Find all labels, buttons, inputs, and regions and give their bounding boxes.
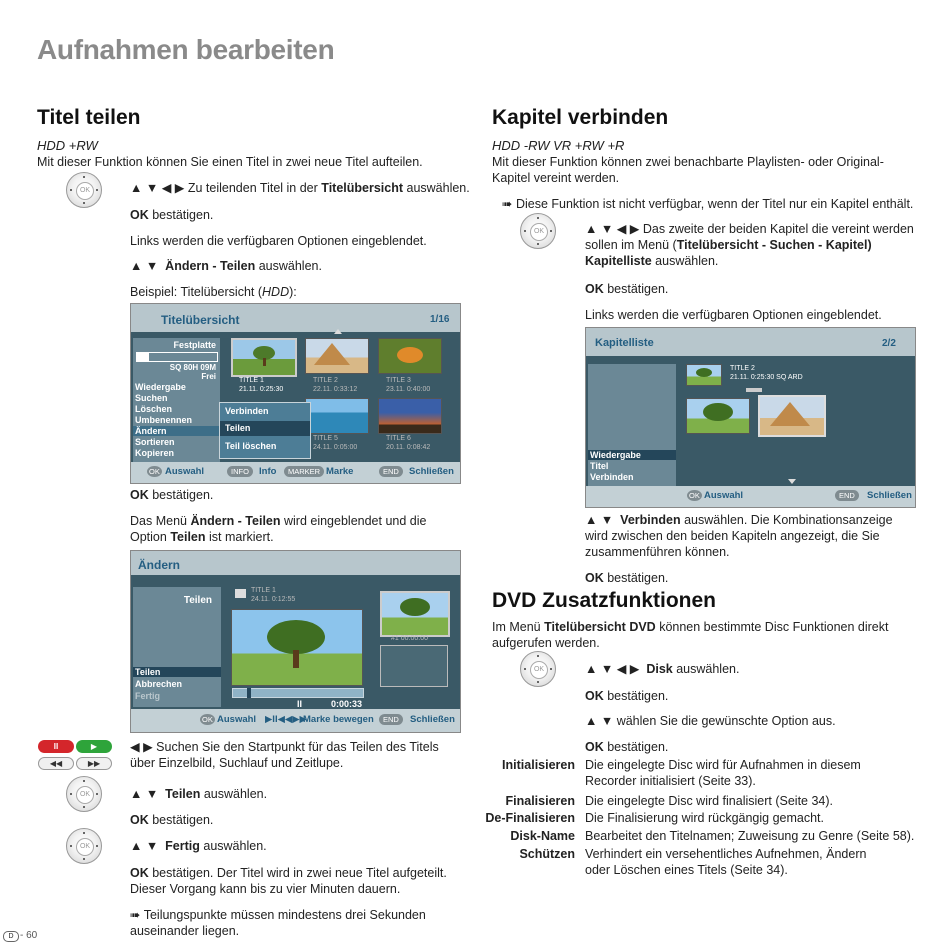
- free-label: Frei: [201, 372, 216, 381]
- screen-header-title-2: Ändern: [138, 558, 180, 572]
- submenu-item-verbinden: Verbinden: [225, 406, 269, 416]
- screenshot-aendern: [130, 550, 461, 733]
- title-date: 24.11. 0:12:55: [251, 596, 296, 603]
- title-2-date: 22.11. 0:33:12: [313, 386, 358, 393]
- direction-dot-icon: [83, 176, 85, 178]
- footer-schliessen-2: Schließen: [410, 714, 455, 725]
- title-6-name: TITLE 6: [386, 435, 411, 442]
- language-badge: D: [3, 931, 19, 942]
- menu-shown-text: Das Menü Ändern - Teilen wird eingeblendet und die Option Teilen ist markiert.: [130, 514, 427, 544]
- submenu-item-teilen: Teilen: [220, 421, 310, 436]
- def-term-schuetzen: Schützen: [519, 847, 575, 861]
- def-desc-finalisieren: Die eingelegte Disc wird finalisiert (Seite 34).: [585, 794, 834, 808]
- ok-confirm-text-3: OK bestätigen.: [130, 813, 214, 827]
- step-select-chapter: ▲ ▼ ◀ ▶ Das zweite der beiden Kapitel die vereint werden sollen im Menü (Titelübersicht - Suchen - Kapitel) Kapitelliste auswählen.: [585, 222, 914, 268]
- direction-dot-icon: [96, 189, 98, 191]
- page-title: Aufnahmen bearbeiten: [37, 34, 335, 65]
- ok-navigation-icon: [66, 172, 102, 208]
- thumbnail-pyramids: [305, 338, 369, 374]
- note-split-points: ➠ Teilungspunkte müssen mindestens drei Sekunden auseinander liegen.: [130, 908, 426, 938]
- title-3-date: 23.11. 0:40:00: [386, 386, 431, 393]
- intro-text: Mit dieser Funktion können Sie einen Titel in zwei neue Titel aufteilen.: [37, 155, 423, 169]
- screen-footer-3: [586, 486, 915, 507]
- direction-dot-icon: [70, 793, 72, 795]
- footer-info: Info: [259, 466, 277, 477]
- direction-dot-icon: [537, 655, 539, 657]
- title-info-3: 21.11. 0:25:30 SQ ARD: [730, 374, 803, 381]
- footer-marke: Marke: [326, 466, 354, 477]
- title-2-name: TITLE 2: [313, 377, 338, 384]
- step-disk-select: ▲ ▼ ◀ ▶ Disk auswählen.: [585, 662, 740, 676]
- pause-indicator: II: [297, 699, 303, 709]
- def-term-initialisieren: Initialisieren: [502, 758, 575, 772]
- thumbnail-sea: [305, 398, 369, 434]
- intro-text-dvd: Im Menü Titelübersicht DVD können bestimmte Disc Funktionen direkt aufgerufen werden.: [492, 620, 889, 650]
- footer-schliessen-3: Schließen: [867, 490, 912, 501]
- ok-navigation-icon-5: [520, 651, 556, 687]
- step-select-teilen: ▲ ▼ Ändern - Teilen auswählen.: [130, 259, 322, 273]
- side-label-teilen: Teilen: [183, 595, 212, 606]
- menu-item-verbinden: Verbinden: [590, 472, 634, 482]
- ok-confirm-text: OK bestätigen.: [130, 208, 214, 222]
- title-name: TITLE 1: [251, 587, 276, 594]
- page-number: - 60: [20, 930, 38, 941]
- menu-item-loeschen: Löschen: [135, 404, 173, 414]
- screen-footer-2: [131, 709, 460, 732]
- direction-dot-icon: [96, 793, 98, 795]
- screen-footer: [131, 462, 460, 483]
- ok-center-icon-5: OK: [530, 661, 548, 679]
- menu-item-aendern: Ändern: [133, 426, 222, 436]
- thumbnail-chapter-2: [758, 395, 826, 437]
- thumbnail-butterfly: [378, 338, 442, 374]
- title-1-name: TITLE 1: [239, 377, 264, 384]
- menu-item-wiedergabe-3: Wiedergabe: [588, 450, 676, 460]
- direction-dot-icon: [70, 845, 72, 847]
- note-one-chapter: ➠ Diese Funktion ist nicht verfügbar, wenn der Titel nur ein Kapitel enthält.: [502, 197, 914, 211]
- example-text: Beispiel: Titelübersicht (HDD):: [130, 285, 297, 299]
- thumbnail-sunset: [378, 398, 442, 434]
- step-choose-option: ▲ ▼ wählen Sie die gewünschte Option aus.: [585, 714, 836, 728]
- time-indicator: 0:00:33: [331, 699, 363, 709]
- ok-center-icon-4: OK: [530, 223, 548, 241]
- step-teilen-select: ▲ ▼ Teilen auswählen.: [130, 787, 268, 801]
- def-term-disk-name: Disk-Name: [510, 829, 575, 843]
- ok-key-icon-2: OK: [202, 715, 213, 724]
- fast-forward-button-icon: ▶▶: [76, 757, 112, 770]
- preview-tree-large: [231, 609, 363, 686]
- ok-confirm-text-8: OK bestätigen.: [585, 740, 669, 754]
- direction-dot-icon: [96, 845, 98, 847]
- ok-navigation-icon-3: [66, 828, 102, 864]
- thumb-label: #1 00:00:00: [391, 635, 428, 642]
- def-desc-disk-name: Bearbeitet den Titelnamen; Zuweisung zu Genre (Seite 58).: [585, 829, 915, 843]
- options-text: Links werden die verfügbaren Optionen eingeblendet.: [130, 234, 427, 248]
- def-desc-schuetzen: Verhindert ein versehentliches Aufnehmen, Ändern oder Löschen eines Titels (Seite 34).: [585, 847, 867, 877]
- media-types-2: HDD -RW VR +RW +R: [492, 138, 625, 153]
- menu-item-titel: Titel: [590, 461, 609, 471]
- submenu-panel: [219, 402, 311, 459]
- marker-key-icon: MARKER: [284, 466, 324, 477]
- direction-dot-icon: [83, 858, 85, 860]
- screen-header-3: [586, 328, 915, 356]
- left-menu-panel-2: [133, 587, 221, 707]
- def-desc-initialisieren: Die eingelegte Disc wird für Aufnahmen in diesem Recorder initialisiert (Seite 33).: [585, 758, 861, 788]
- def-desc-de-finalisieren: Die Finalisierung wird rückgängig gemacht.: [585, 811, 825, 825]
- ok-confirm-text-7: OK bestätigen.: [585, 689, 669, 703]
- ok-center-icon-3: OK: [76, 838, 94, 856]
- menu-item-kopieren: Kopieren: [135, 448, 175, 458]
- footer-auswahl-2: Auswahl: [217, 714, 257, 725]
- ok-navigation-icon-4: [520, 213, 556, 249]
- progress-bar: [232, 688, 364, 698]
- direction-dot-icon: [83, 806, 85, 808]
- screenshot-chapter-list: [585, 327, 916, 508]
- end-key-icon: END: [379, 466, 403, 477]
- options-text-2: Links werden die verfügbaren Optionen eingeblendet.: [585, 308, 882, 322]
- rewind-button-icon: ◀◀: [38, 757, 74, 770]
- direction-dot-icon: [550, 230, 552, 232]
- menu-item-fertig: Fertig: [135, 691, 161, 701]
- ok-confirm-text-5: OK bestätigen.: [585, 282, 669, 296]
- section-heading-titel-teilen: Titel teilen: [37, 106, 141, 129]
- play-button-icon: ▶: [76, 740, 112, 753]
- intro-text-2: Mit dieser Funktion können zwei benachbarte Playlisten- oder Original-Kapitel vereint werden.: [492, 155, 884, 185]
- direction-dot-icon: [83, 780, 85, 782]
- direction-dot-icon: [83, 202, 85, 204]
- screenshot-title-overview: [130, 303, 461, 484]
- menu-item-sortieren: Sortieren: [135, 437, 175, 447]
- capacity-bar: [136, 352, 218, 362]
- thumbnail-title2: [686, 364, 722, 386]
- end-key-icon-2: END: [379, 714, 403, 725]
- direction-dot-icon: [524, 668, 526, 670]
- search-start-text: ◀ ▶ Suchen Sie den Startpunkt für das Teilen des Titels über Einzelbild, Suchlauf und Zeitlupe.: [130, 740, 439, 770]
- ok-confirm-text-2: OK bestätigen.: [130, 488, 214, 502]
- ok-center-icon-2: OK: [76, 786, 94, 804]
- screen-header: [131, 304, 460, 332]
- def-term-de-finalisieren: De-Finalisieren: [485, 811, 575, 825]
- ok-confirm-text-4: OK bestätigen. Der Titel wird in zwei neue Titel aufgeteilt. Dieser Vorgang kann bis zu vier Minuten dauern.: [130, 866, 447, 896]
- source-label: Festplatte: [173, 340, 216, 350]
- screen-header-title-3: Kapitelliste: [595, 337, 654, 349]
- scroll-up-icon: [334, 329, 342, 334]
- footer-schliessen: Schließen: [409, 466, 454, 477]
- ok-navigation-icon-2: [66, 776, 102, 812]
- title-5-date: 24.11. 0:05:00: [313, 444, 358, 451]
- direction-dot-icon: [537, 217, 539, 219]
- nav-keys-icon: ▶II◀◀▶▶: [265, 714, 307, 725]
- direction-dot-icon: [83, 832, 85, 834]
- screen-header-title: Titelübersicht: [161, 313, 240, 327]
- pause-button-icon: II: [38, 740, 74, 753]
- screen-page-number: 1/16: [430, 314, 450, 325]
- menu-item-umbenennen: Umbenennen: [135, 415, 193, 425]
- title-name-3: TITLE 2: [730, 365, 755, 372]
- section-heading-kapitel-verbinden: Kapitel verbinden: [492, 106, 669, 129]
- step-fertig-select: ▲ ▼ Fertig auswählen.: [130, 839, 267, 853]
- menu-item-wiedergabe: Wiedergabe: [135, 382, 186, 392]
- footer-marke-bewegen: Marke bewegen: [303, 714, 374, 725]
- title-3-name: TITLE 3: [386, 377, 411, 384]
- direction-dot-icon: [550, 668, 552, 670]
- info-key-icon: INFO: [227, 466, 253, 477]
- quality-label: SQ 80H 09M: [169, 363, 216, 372]
- thumbnail-chapter-1: [686, 398, 750, 434]
- step-select-title: ▲ ▼ ◀ ▶ Zu teilenden Titel in der Titelübersicht auswählen.: [130, 181, 470, 195]
- def-term-finalisieren: Finalisieren: [505, 794, 575, 808]
- menu-item-teilen: Teilen: [133, 667, 221, 677]
- screen-header-2: [131, 551, 460, 575]
- ok-key-icon: OK: [149, 467, 160, 476]
- empty-thumbnail: [380, 645, 448, 687]
- menu-item-abbrechen: Abbrechen: [135, 679, 183, 689]
- section-heading-dvd: DVD Zusatzfunktionen: [492, 589, 716, 612]
- menu-item-suchen: Suchen: [135, 393, 168, 403]
- left-menu-panel: [133, 338, 220, 462]
- direction-dot-icon: [70, 189, 72, 191]
- combine-indicator-icon: [746, 388, 762, 392]
- step-verbinden-select: ▲ ▼ Verbinden auswählen. Die Kombinationsanzeige wird zwischen den beiden Kapiteln angezeigt, die Sie zusammenführen können.: [585, 513, 893, 559]
- screen-page-number-3: 2/2: [882, 338, 896, 349]
- thumbnail-tree-small: [380, 591, 450, 637]
- footer-auswahl: Auswahl: [165, 466, 205, 477]
- end-key-icon-3: END: [835, 490, 859, 501]
- footer-auswahl-3: Auswahl: [704, 490, 744, 501]
- media-types: HDD +RW: [37, 138, 98, 153]
- direction-dot-icon: [524, 230, 526, 232]
- thumbnail-tree: [231, 338, 297, 377]
- scroll-down-icon: [788, 479, 796, 484]
- submenu-item-teil-loeschen: Teil löschen: [225, 441, 277, 451]
- title-6-date: 20.11. 0:08:42: [386, 444, 431, 451]
- clapper-icon: [235, 589, 246, 598]
- direction-dot-icon: [537, 681, 539, 683]
- title-1-date: 21.11. 0:25:30: [239, 386, 284, 393]
- ok-key-icon-3: OK: [689, 491, 700, 500]
- title-5-name: TITLE 5: [313, 435, 338, 442]
- direction-dot-icon: [537, 243, 539, 245]
- ok-confirm-text-6: OK bestätigen.: [585, 571, 669, 585]
- ok-center-icon: OK: [76, 182, 94, 200]
- left-menu-panel-3: [588, 364, 676, 486]
